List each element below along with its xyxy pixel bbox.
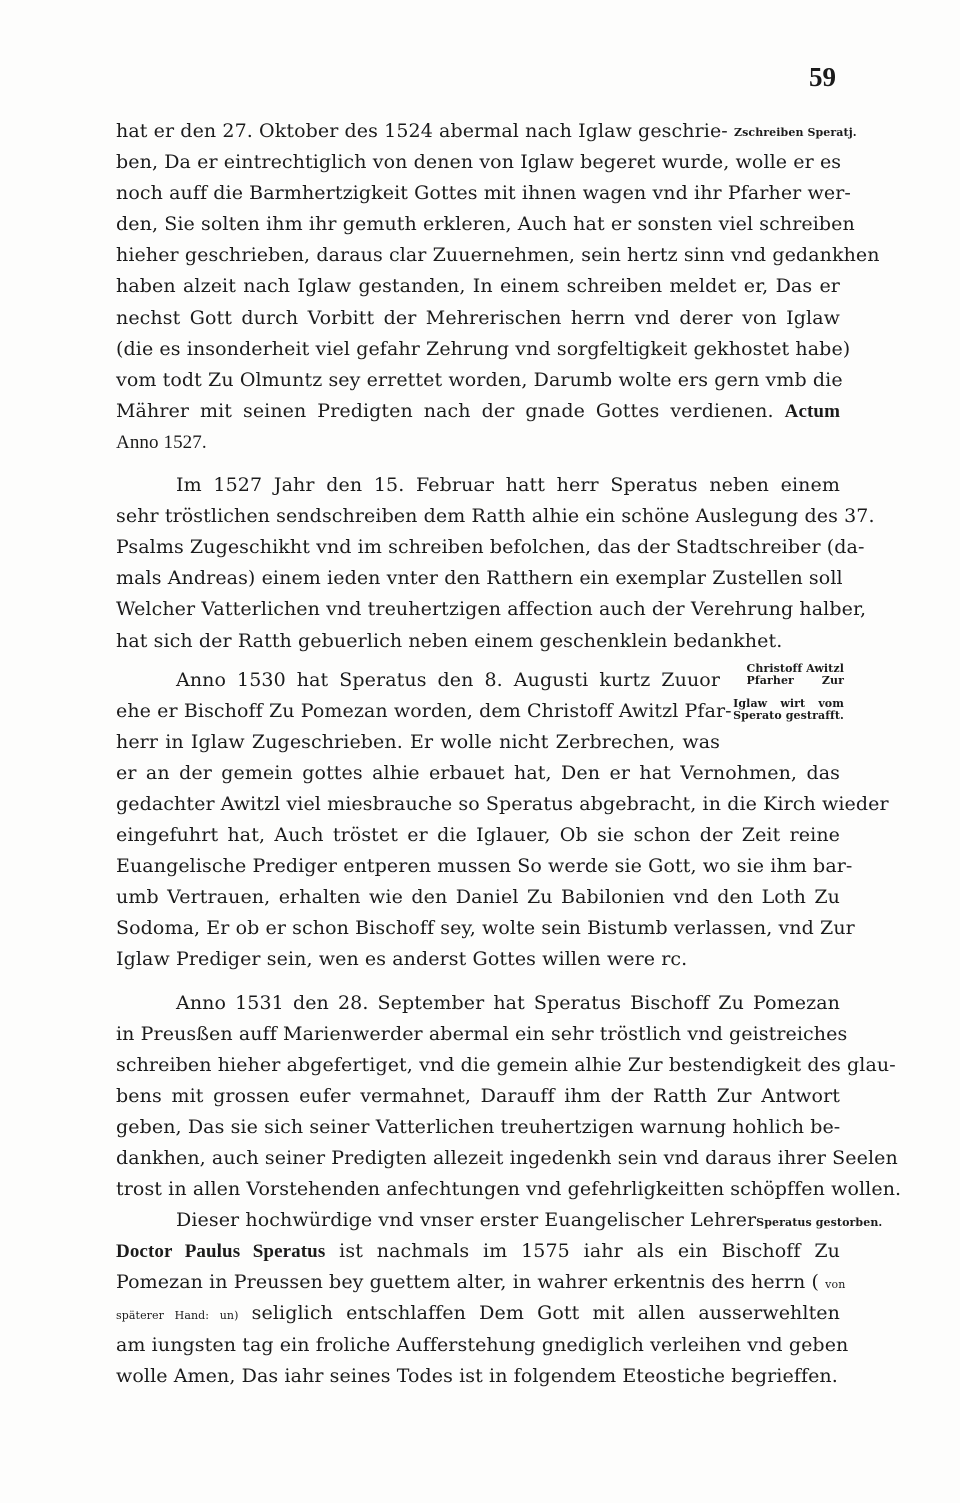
text-line: den, Sie solten ihm ihr gemuth erkleren, Auch hat er sonsten viel schreiben	[116, 213, 855, 236]
text-line	[116, 1267, 846, 1298]
text-line: vom todt Zu Olmuntz sey errettet worden, Darumb wolte ers gern vmb die	[116, 368, 843, 391]
text-line: Welcher Vatterlichen vnd treuhertzigen affection auch der Verehrung halber,	[116, 598, 867, 621]
text-line	[116, 1298, 840, 1329]
text-line: Sodoma, Er ob er schon Bischoff sey, wolte sein Bistumb verlassen, vnd Zur	[116, 917, 855, 940]
text-line: geben, Das sie sich seiner Vatterlichen treuhertzigen warnung hohlich be-	[116, 1115, 841, 1138]
line-text: Mährer mit seinen Predigten nach der gnade Gottes verdienen.	[116, 399, 774, 422]
text-line: Anno 1527.	[116, 431, 207, 453]
text-line: am iungsten tag ein froliche Aufferstehung gnediglich verleihen vnd geben	[116, 1333, 849, 1356]
text-line: Anno 1531 den 28. September hat Speratus Bischoff Zu Pomezan	[176, 991, 840, 1014]
text-line: herr in Iglaw Zugeschrieben. Er wolle nicht Zerbrechen, was	[116, 730, 720, 753]
text-line: hieher geschrieben, daraus clar Zuuernehmen, sein hertz sinn vnd gedankhen	[116, 244, 880, 267]
text-line: noch auff die Barmhertzigkeit Gottes mit ihnen wagen vnd ihr Pfarher wer-	[116, 182, 851, 205]
text-line: Psalms Zugeschikht vnd im schreiben befolchen, das der Stadtschreiber (da-	[116, 536, 865, 559]
latin-word: Actum	[784, 400, 841, 422]
text-line	[116, 1205, 883, 1236]
line-text: seliglich entschlaffen Dem Gott mit allen ausserwehlten	[251, 1302, 840, 1325]
text-line: sehr tröstlichen sendschreiben dem Ratth alhie ein schöne Auslegung des 37.	[116, 505, 875, 528]
margin-note-line: Iglaw wirt vom	[733, 696, 844, 710]
text-line: trost in allen Vorstehenden anfechtungen vnd gefehrligkeitten schöpffen wollen.	[116, 1178, 902, 1201]
margin-note	[733, 698, 844, 722]
text-line: schreiben hieher abgefertiget, vnd die gemein alhie Zur bestendigkeit des glau-	[116, 1053, 896, 1076]
margin-note: Speratus gestorben.	[756, 1216, 883, 1230]
text-line: ben, Da er eintrechtiglich von denen von Iglaw begeret wurde, wolle er es	[116, 151, 842, 174]
text-line: hat sich der Ratth gebuerlich neben einem geschenklein bedankhet.	[116, 629, 783, 652]
text-line	[116, 1236, 840, 1267]
margin-note-line: Sperato gestrafft.	[733, 708, 844, 722]
person-name: Doctor Paulus Speratus	[116, 1241, 326, 1263]
editorial-note: späterer Hand: un)	[116, 1309, 239, 1323]
line-text: ehe er Bischoff Zu Pomezan worden, dem Christoff Awitzl Pfar-	[116, 699, 732, 722]
margin-note: Zschreiben Speratj.	[733, 125, 857, 139]
text-line: eingefuhrt hat, Auch tröstet er die Iglauer, Ob sie schon der Zeit reine	[116, 824, 840, 847]
text-line: in Preusßen auff Marienwerder abermal ein sehr tröstlich vnd geistreiches	[116, 1022, 848, 1045]
line-text: ist nachmals im 1575 iahr als ein Bischoff Zu	[339, 1240, 840, 1263]
text-line: wolle Amen, Das iahr seines Todes ist in folgendem Eteostiche begrieffen.	[116, 1364, 838, 1387]
text-line	[116, 661, 844, 696]
margin-note	[747, 663, 844, 687]
line-text: Dieser hochwürdige vnd vnser erster Euangelischer Lehrer	[176, 1209, 757, 1232]
text-line: nechst Gott durch Vorbitt der Mehrerischen herrn vnd derer von Iglaw	[116, 306, 840, 329]
text-line: er an der gemein gottes alhie erbauet hat, Den er hat Vernohmen, das	[116, 761, 840, 784]
line-text: Anno 1530 hat Speratus den 8. Augusti kurtz Zuuor	[176, 668, 720, 691]
text-line: Iglaw Prediger sein, wen es anderst Gottes willen were rc.	[116, 948, 688, 971]
text-line	[116, 396, 840, 427]
text-line: mals Andreas) einem ieden vnter den Ratthern ein exemplar Zustellen soll	[116, 567, 843, 590]
text-line: umb Vertrauen, erhalten wie den Daniel Zu Babilonien vnd den Loth Zu	[116, 886, 840, 909]
margin-note-line: Pfarher Zur	[746, 673, 844, 687]
text-line: dankhen, auch seiner Predigten allezeit ingedenkh sein vnd daraus ihrer Seelen	[116, 1147, 898, 1169]
page-number: 59	[809, 62, 836, 92]
text-line: haben alzeit nach Iglaw gestanden, In einem schreiben meldet er, Das er	[116, 275, 840, 298]
line-text: hat er den 27. Oktober des 1524 abermal nach Iglaw geschrie-	[116, 120, 728, 142]
line-text: Pomezan in Preussen bey guettem alter, in wahrer erkentnis des herrn (	[116, 1271, 820, 1294]
text-line: Euangelische Prediger entperen mussen So werde sie Gott, wo sie ihm bar-	[116, 855, 853, 878]
text-line: gedachter Awitzl viel miesbrauche so Speratus abgebracht, in die Kirch wieder	[116, 792, 889, 815]
text-line: Im 1527 Jahr den 15. Februar hatt herr Speratus neben einem	[176, 474, 840, 497]
text-line: (die es insonderheit viel gefahr Zehrung vnd sorgfeltigkeit gekhostet habe)	[116, 337, 851, 360]
text-line	[116, 696, 844, 727]
editorial-note: von	[825, 1278, 846, 1292]
margin-note-line: Christoff Awitzl	[746, 661, 844, 675]
text-line	[116, 116, 857, 147]
text-block	[116, 116, 902, 1392]
text-line: bens mit grossen eufer vermahnet, Darauff ihm der Ratth Zur Antwort	[116, 1084, 840, 1107]
